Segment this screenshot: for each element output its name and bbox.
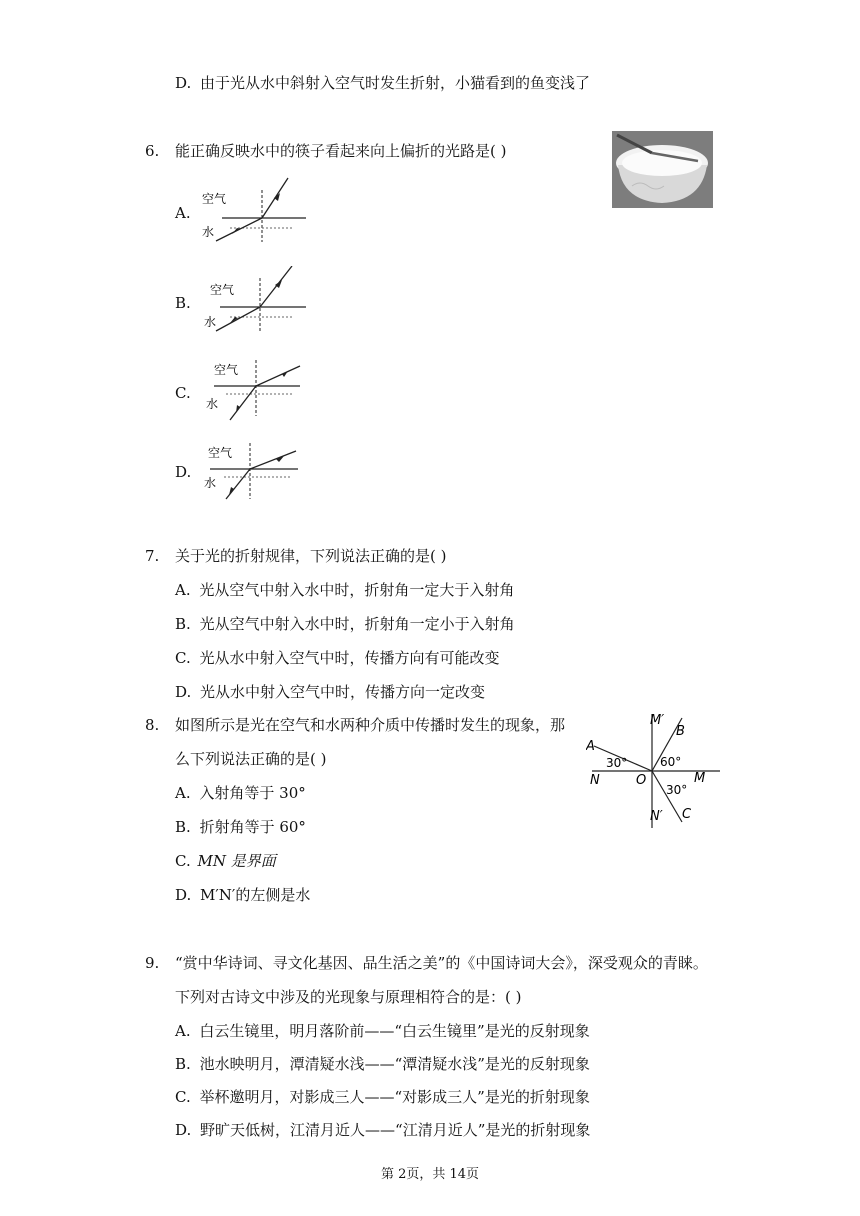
q6-option-b-label: B. <box>175 294 191 312</box>
label-b: B <box>676 724 685 739</box>
angle-30b-label: 30° <box>666 783 688 797</box>
option-letter: D. <box>175 74 192 92</box>
air-label: 空气 <box>214 363 239 377</box>
q7-option-a <box>175 581 514 599</box>
question-number: 6. <box>145 142 160 160</box>
option-letter: C. <box>175 852 191 870</box>
option-letter: D. <box>175 886 192 904</box>
option-text: 举杯邀明月，对影成三人——“对影成三人”是光的折射现象 <box>199 1088 590 1106</box>
label-m: M <box>694 771 706 786</box>
water-label: 水 <box>204 315 217 329</box>
option-letter: A. <box>175 1022 191 1040</box>
q6-option-d-label: D. <box>175 463 192 481</box>
option-text: 光从空气中射入水中时，折射角一定大于入射角 <box>199 581 515 599</box>
water-label: 水 <box>202 225 215 239</box>
option-text: 入射角等于 30° <box>199 784 306 802</box>
q8-option-d <box>175 886 310 904</box>
q6-option-a-diagram <box>196 176 312 246</box>
option-letter: B. <box>175 615 191 633</box>
q5-option-d <box>175 74 590 92</box>
option-text: 光从空气中射入水中时，折射角一定小于入射角 <box>199 615 515 633</box>
option-text: M′N′的左侧是水 <box>200 886 311 904</box>
q7-option-d <box>175 683 485 701</box>
question-stem-line2: 下列对古诗文中涉及的光现象与原理相符合的是：( ) <box>175 988 522 1006</box>
question-stem-line1: 如图所示是光在空气和水两种介质中传播时发生的现象，那 <box>175 716 566 734</box>
q7-option-b <box>175 615 515 633</box>
air-label: 空气 <box>208 446 233 460</box>
q6-option-b-diagram <box>196 266 312 336</box>
water-label: 水 <box>206 397 219 411</box>
option-letter: D. <box>175 1121 192 1139</box>
question-stem-line2: 么下列说法正确的是( ) <box>175 750 327 768</box>
q6-option-a-label: A. <box>175 204 191 222</box>
angle-30-label: 30° <box>606 756 628 770</box>
option-text: 野旷天低树，江清月近人——“江清月近人”是光的折射现象 <box>200 1121 591 1139</box>
q7-option-c <box>175 649 500 667</box>
page-footer: 第 2页，共 14页 <box>380 1167 480 1182</box>
option-letter: A. <box>175 581 191 599</box>
q9-option-a <box>175 1022 590 1040</box>
option-letter: B. <box>175 818 191 836</box>
option-letter: A. <box>175 784 191 802</box>
q8-option-b <box>175 818 306 836</box>
q6-option-c-diagram <box>196 356 312 426</box>
chopsticks-in-bowl-photo <box>612 131 713 208</box>
label-o: O <box>636 773 647 788</box>
angle-60-label: 60° <box>660 755 682 769</box>
q6-option-c-label: C. <box>175 384 191 402</box>
option-letter: D. <box>175 683 192 701</box>
option-letter: B. <box>175 1055 191 1073</box>
q9-option-d <box>175 1121 590 1139</box>
q9-option-c <box>175 1088 590 1106</box>
question-stem-line1: “赏中华诗词、寻文化基因、品生活之美”的《中国诗词大会》，深受观众的青睐。 <box>175 954 708 972</box>
label-a: A <box>586 739 595 754</box>
option-text: 池水映明月，潭清疑水浅——“潭清疑水浅”是光的反射现象 <box>199 1055 590 1073</box>
air-label: 空气 <box>202 192 227 206</box>
air-label: 空气 <box>210 283 235 297</box>
question-stem: 关于光的折射规律，下列说法正确的是( ) <box>175 547 447 565</box>
option-text: 折射角等于 60° <box>199 818 306 836</box>
question-number: 9. <box>145 954 160 972</box>
q8-option-c <box>175 852 276 870</box>
question-stem: 能正确反映水中的筷子看起来向上偏折的光路是( ) <box>175 142 507 160</box>
question-number: 8. <box>145 716 160 734</box>
label-n: N <box>590 773 600 788</box>
q9-option-b <box>175 1055 590 1073</box>
water-label: 水 <box>204 476 217 490</box>
option-text: 由于光从水中斜射入空气时发生折射，小猫看到的鱼变浅了 <box>200 74 591 92</box>
q8-refraction-diagram <box>586 710 726 830</box>
question-number: 7. <box>145 547 160 565</box>
q8-option-a <box>175 784 306 802</box>
option-text: MN 是界面 <box>197 852 276 870</box>
option-text: 光从水中射入空气中时，传播方向一定改变 <box>200 683 486 701</box>
option-letter: C. <box>175 1088 191 1106</box>
q6-option-d-diagram <box>196 437 312 507</box>
option-text: 光从水中射入空气中时，传播方向有可能改变 <box>199 649 500 667</box>
label-m-prime: M′ <box>650 713 665 728</box>
label-c: C <box>682 807 692 822</box>
option-letter: C. <box>175 649 191 667</box>
option-text: 白云生镜里，明月落阶前——“白云生镜里”是光的反射现象 <box>199 1022 590 1040</box>
label-n-prime: N′ <box>650 809 663 824</box>
